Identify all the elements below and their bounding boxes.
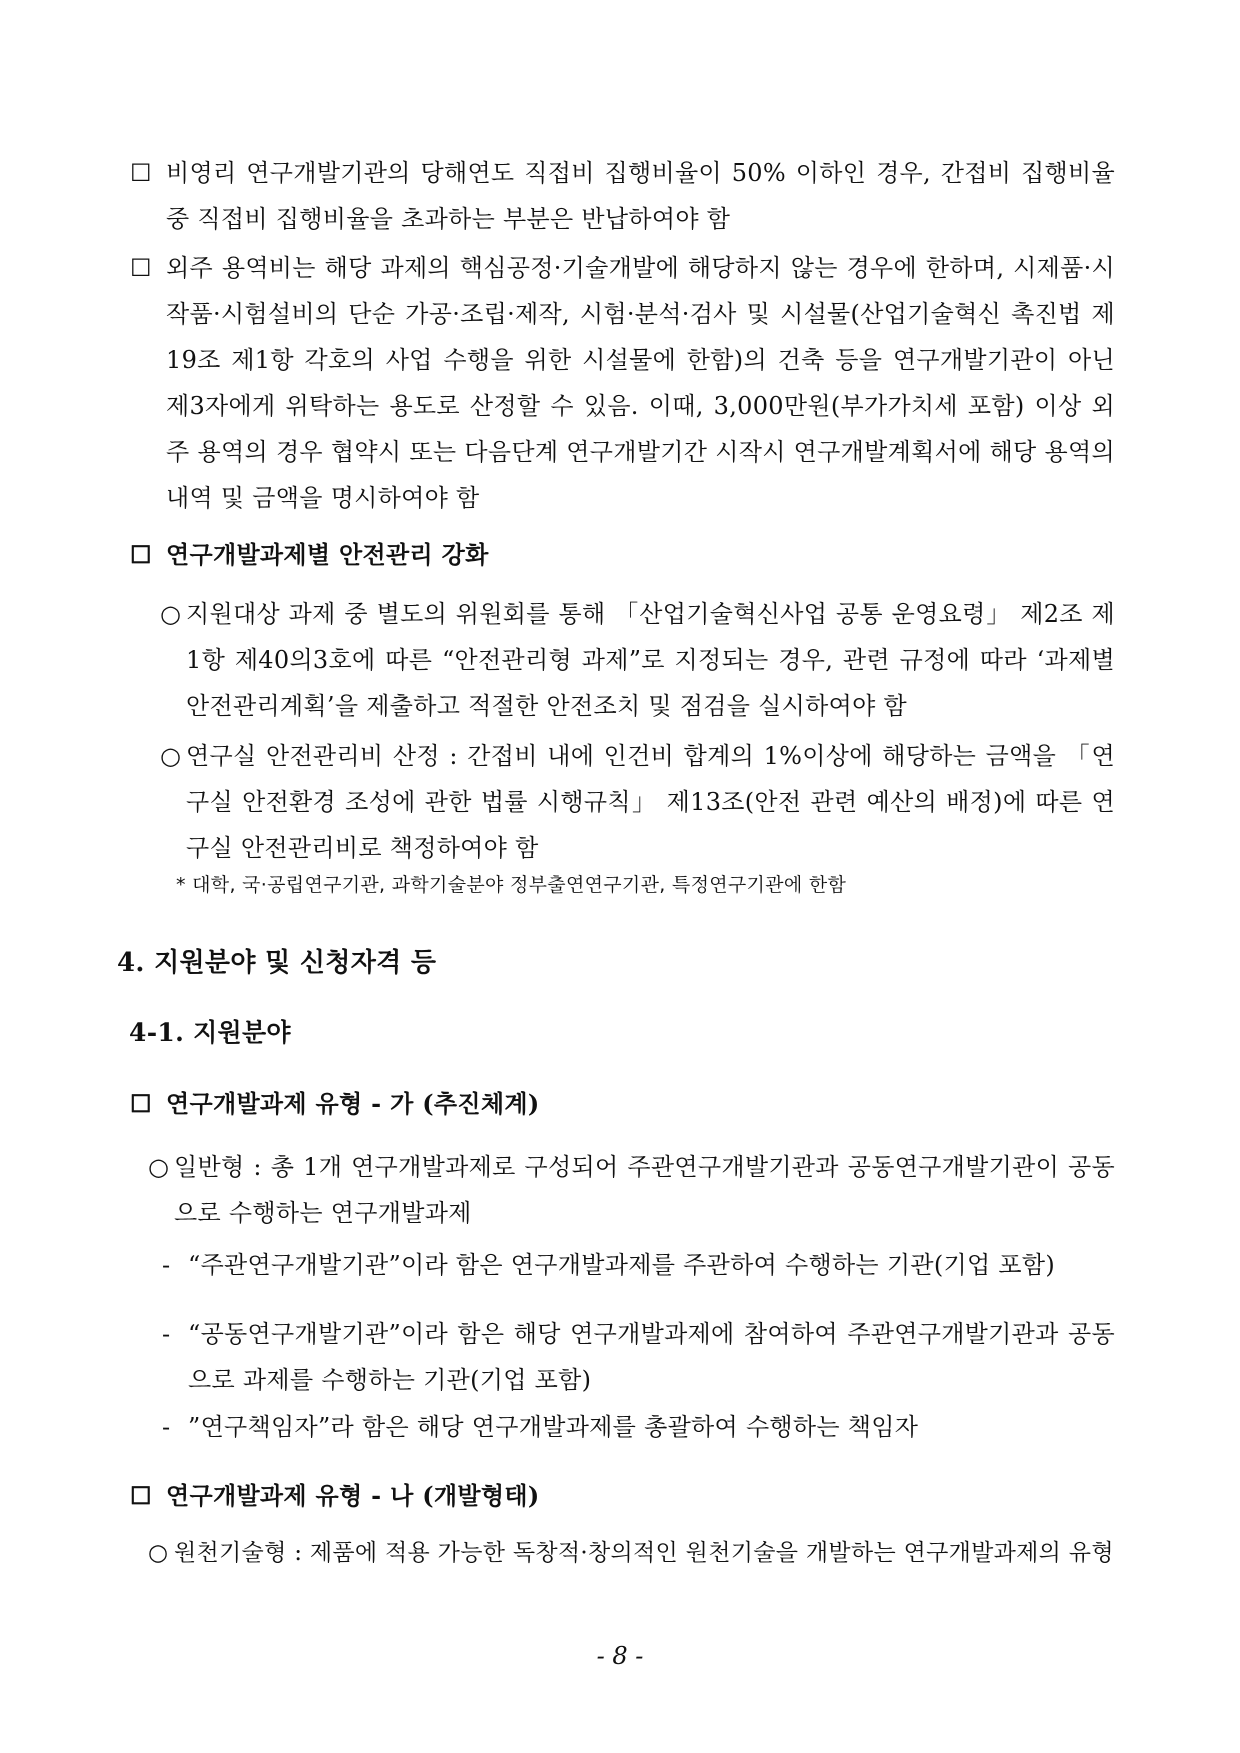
paragraph-outsourcing bbox=[130, 245, 1115, 521]
item-text: 지원대상 과제 중 별도의 위원회를 통해 「산업기술혁신사업 공통 운영요령」 제2조 제1항 제40의3호에 따른 “안전관리형 과제”로 지정되는 경우, 관련 규정에 따라 ‘과제별 안전관리계획’을 제출하고 적절한 안전조치 및 점검을 실시하여야 함 bbox=[186, 600, 1115, 720]
item-text: 연구실 안전관리비 산정 : 간접비 내에 인건비 합계의 1%이상에 해당하는 금액을 「연구실 안전환경 조성에 관한 법률 시행규칙」 제13조(안전 관련 예산의 배정)에 따른 연구실 안전관리비로 책정하여야 함 bbox=[186, 742, 1115, 862]
safety-footnote bbox=[176, 862, 1096, 908]
paragraph-text: 외주 용역비는 해당 과제의 핵심공정·기술개발에 해당하지 않는 경우에 한하며, 시제품·시작품·시험설비의 단순 가공·조립·제작, 시험·분석·검사 및 시설물(산업기술혁신 촉진법 제19조 제1항 각호의 사업 수행을 위한 시설물에 한함)의 건축 등을 연구개발기관이 아닌 제3자에게 위탁하는 용도로 산정할 수 있음. 이때, 3,000만원(부가가치세 포함) 이상 외주 용역의 경우 협약시 또는 다음단계 연구개발기간 시작시 연구개발계획서에 해당 용역의 내역 및 금액을 명시하여야 함 bbox=[166, 254, 1115, 512]
heading-text: 연구개발과제 유형 - 가 (추진체계) bbox=[166, 1089, 540, 1118]
original-tech-item bbox=[148, 1530, 1115, 1576]
definition-joint-institution bbox=[162, 1311, 1115, 1403]
circle-bullet: ○ bbox=[160, 600, 182, 628]
definition-text: “공동연구개발기관”이라 함은 해당 연구개발과제에 참여하여 주관연구개발기관과 공동으로 과제를 수행하는 기관(기업 포함) bbox=[188, 1320, 1115, 1394]
heading-text: 연구개발과제 유형 - 나 (개발형태) bbox=[166, 1481, 540, 1510]
circle-bullet: ○ bbox=[148, 1153, 170, 1181]
definition-principal-investigator bbox=[162, 1404, 1115, 1450]
paragraph-direct-cost-ratio bbox=[130, 150, 1115, 242]
item-text: 일반형 : 총 1개 연구개발과제로 구성되어 주관연구개발기관과 공동연구개발기관이 공동으로 수행하는 연구개발과제 bbox=[174, 1153, 1115, 1227]
checkbox-marker: ☐ bbox=[130, 1089, 152, 1118]
item-text: 원천기술형 : 제품에 적용 가능한 독창적·창의적인 원천기술을 개발하는 연구개발과제의 유형 bbox=[174, 1540, 1114, 1566]
page-number: - 8 - bbox=[596, 1642, 644, 1670]
type-na-heading bbox=[130, 1473, 1115, 1519]
definition-text: “주관연구개발기관”이라 함은 연구개발과제를 주관하여 수행하는 기관(기업 포함) bbox=[188, 1251, 1056, 1279]
checkbox-marker: ☐ bbox=[130, 1481, 152, 1510]
checkbox-marker: ☐ bbox=[130, 254, 152, 282]
heading-text: 연구개발과제별 안전관리 강화 bbox=[166, 540, 489, 569]
checkbox-marker: ☐ bbox=[130, 540, 152, 569]
asterisk-marker: * bbox=[176, 874, 186, 896]
general-type-item bbox=[148, 1144, 1115, 1236]
circle-bullet: ○ bbox=[148, 1540, 169, 1566]
circle-bullet: ○ bbox=[160, 742, 182, 770]
type-ga-heading bbox=[130, 1081, 1115, 1127]
safety-heading bbox=[130, 532, 1115, 578]
definition-text: ”연구책임자”라 함은 해당 연구개발과제를 총괄하여 수행하는 책임자 bbox=[188, 1413, 919, 1441]
paragraph-text: 비영리 연구개발기관의 당해연도 직접비 집행비율이 50% 이하인 경우, 간접비 집행비율 중 직접비 집행비율을 초과하는 부분은 반납하여야 함 bbox=[166, 159, 1115, 233]
dash-marker: - bbox=[162, 1320, 171, 1348]
dash-marker: - bbox=[162, 1413, 171, 1441]
safety-item-designation bbox=[160, 591, 1115, 729]
checkbox-marker: ☐ bbox=[130, 159, 152, 187]
footnote-text: 대학, 국·공립연구기관, 과학기술분야 정부출연연구기관, 특정연구기관에 한함 bbox=[192, 874, 847, 896]
definition-lead-institution bbox=[162, 1242, 1115, 1288]
dash-marker: - bbox=[162, 1251, 171, 1279]
section-title: 4. 지원분야 및 신청자격 등 bbox=[117, 948, 437, 978]
subsection-title: 4-1. 지원분야 bbox=[129, 1018, 291, 1047]
safety-item-budget bbox=[160, 733, 1115, 871]
